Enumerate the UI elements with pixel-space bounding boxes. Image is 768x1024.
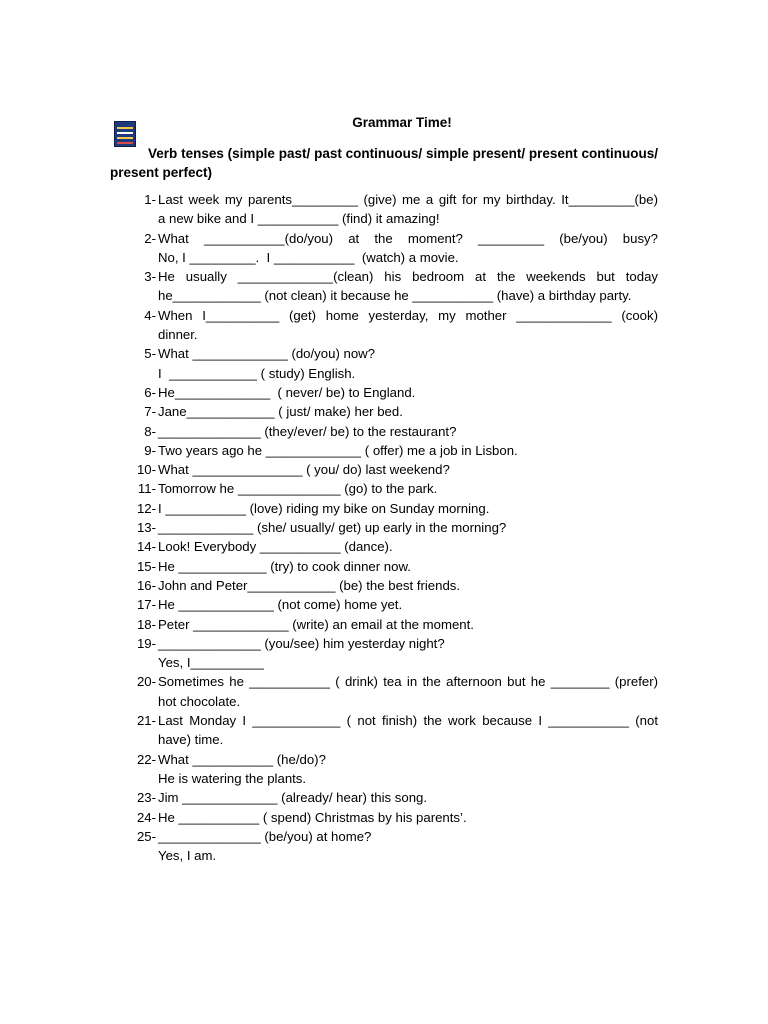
exercise-line: ______________ (you/see) him yesterday night? <box>158 635 445 651</box>
exercise-text <box>158 229 658 268</box>
exercise-line: He ____________ (try) to cook dinner now. <box>158 558 411 574</box>
exercise-item <box>110 827 658 866</box>
exercise-line: I ____________ ( study) English. <box>158 365 356 381</box>
exercise-item <box>110 634 658 673</box>
exercise-item <box>110 402 658 421</box>
exercise-line: Two years ago he _____________ ( offer) me a job in Lisbon. <box>158 442 518 458</box>
exercise-number: 11- <box>137 481 156 497</box>
exercise-line: ______________ (be/you) at home? <box>158 828 372 844</box>
exercise-text <box>158 808 658 827</box>
exercise-item <box>110 344 658 383</box>
exercise-text <box>158 634 658 673</box>
exercise-line: Yes, I__________ <box>158 655 264 671</box>
exercise-text <box>158 788 658 807</box>
exercise-number: 8- <box>144 423 156 439</box>
exercise-item <box>110 808 658 827</box>
exercise-line: he____________ (not clean) it because he ___________ (have) a birthday party. <box>158 288 632 304</box>
exercise-text <box>158 422 658 441</box>
exercise-number: 5- <box>144 346 156 362</box>
exercise-text <box>158 711 658 750</box>
exercise-item <box>110 460 658 479</box>
exercise-item <box>110 383 658 402</box>
exercise-text <box>158 479 658 498</box>
exercise-number: 4- <box>144 307 156 323</box>
exercise-line: have) time. <box>158 732 224 748</box>
exercise-text <box>158 595 658 614</box>
exercise-number: 19- <box>136 635 156 651</box>
exercise-line: _____________ (she/ usually/ get) up early in the morning? <box>158 520 507 536</box>
exercise-line: Sometimes he ___________ ( drink) tea in the afternoon but he ________ (prefer) <box>158 674 658 690</box>
exercise-text <box>158 190 658 229</box>
exercise-text <box>158 615 658 634</box>
exercise-number: 22- <box>136 751 156 767</box>
exercise-text <box>158 499 658 518</box>
exercise-item <box>110 595 658 614</box>
exercise-item <box>110 518 658 537</box>
exercise-line: dinner. <box>158 327 198 343</box>
exercise-item <box>110 557 658 576</box>
exercise-text <box>158 750 658 789</box>
exercise-item <box>110 537 658 556</box>
exercise-line: I ___________ (love) riding my bike on Sunday morning. <box>158 500 490 516</box>
exercise-number: 18- <box>136 616 156 632</box>
exercise-line: He _____________ (not come) home yet. <box>158 597 403 613</box>
exercise-line: Jim _____________ (already/ hear) this song. <box>158 790 428 806</box>
exercise-text <box>158 460 658 479</box>
exercise-number: 6- <box>144 384 156 400</box>
exercise-line: What ___________(do/you) at the moment? _________ (be/you) busy? <box>158 230 658 246</box>
exercise-line: Last Monday I ____________ ( not finish) the work because I ___________ (not <box>158 713 658 729</box>
exercise-line: When I__________ (get) home yesterday, my mother _____________ (cook) <box>158 307 658 323</box>
exercise-text <box>158 344 658 383</box>
exercise-number: 14- <box>136 539 156 555</box>
exercise-number: 2- <box>144 230 156 246</box>
exercise-line: Jane____________ ( just/ make) her bed. <box>158 404 403 420</box>
exercise-number: 10- <box>136 462 156 478</box>
exercise-number: 15- <box>136 558 156 574</box>
exercise-number: 23- <box>136 790 156 806</box>
exercise-line: hot chocolate. <box>158 693 241 709</box>
exercise-item <box>110 229 658 268</box>
exercise-number: 20- <box>136 674 156 690</box>
exercise-number: 12- <box>136 500 156 516</box>
exercise-line: Look! Everybody ___________ (dance). <box>158 539 393 555</box>
exercise-item <box>110 479 658 498</box>
exercise-item <box>110 190 658 229</box>
exercise-line: He_____________ ( never/ be) to England. <box>158 384 416 400</box>
exercise-text <box>158 441 658 460</box>
exercise-text <box>158 402 658 421</box>
instructions-text: Verb tenses (simple past/ past continuous/ simple present/ present continuous/ present perfect) <box>110 146 658 180</box>
exercise-number: 17- <box>136 597 156 613</box>
exercise-text <box>158 267 658 306</box>
exercise-text <box>158 827 658 866</box>
exercise-line: He ___________ ( spend) Christmas by his parents’. <box>158 809 467 825</box>
exercise-item <box>110 499 658 518</box>
exercise-number: 9- <box>144 442 156 458</box>
exercise-number: 7- <box>144 404 156 420</box>
exercise-number: 25- <box>136 828 156 844</box>
exercise-item <box>110 267 658 306</box>
exercise-text <box>158 557 658 576</box>
exercise-line: What ___________ (he/do)? <box>158 751 326 767</box>
exercise-line: What _______________ ( you/ do) last weekend? <box>158 462 450 478</box>
exercise-item <box>110 576 658 595</box>
exercise-item <box>110 615 658 634</box>
exercise-number: 21- <box>136 713 156 729</box>
exercise-text <box>158 383 658 402</box>
exercise-line: John and Peter____________ (be) the best friends. <box>158 577 461 593</box>
exercise-line: Tomorrow he ______________ (go) to the park. <box>158 481 438 497</box>
exercise-text <box>158 576 658 595</box>
exercise-list <box>110 190 658 865</box>
exercise-number: 13- <box>136 520 156 536</box>
exercise-item <box>110 306 658 345</box>
exercise-number: 1- <box>144 192 156 207</box>
exercise-number: 3- <box>144 269 156 285</box>
exercise-line: No, I _________. I ___________ (watch) a movie. <box>158 249 459 265</box>
exercise-item <box>110 422 658 441</box>
exercise-line: What _____________ (do/you) now? <box>158 346 376 362</box>
exercise-line: He usually _____________(clean) his bedroom at the weekends but today <box>158 269 658 285</box>
exercise-text <box>158 306 658 345</box>
page-title: Grammar Time! <box>352 115 452 130</box>
exercise-item <box>110 788 658 807</box>
exercise-item <box>110 441 658 460</box>
exercise-line: Yes, I am. <box>158 848 217 864</box>
exercise-line: Peter _____________ (write) an email at the moment. <box>158 616 474 632</box>
exercise-line: He is watering the plants. <box>158 770 307 786</box>
instructions <box>110 144 658 182</box>
exercise-number: 24- <box>136 809 156 825</box>
exercise-text <box>158 518 658 537</box>
exercise-text <box>158 672 658 711</box>
exercise-line: a new bike and I ___________ (find) it amazing! <box>158 211 440 227</box>
exercise-number: 16- <box>136 577 156 593</box>
exercise-text <box>158 537 658 556</box>
exercise-line: ______________ (they/ever/ be) to the restaurant? <box>158 423 457 439</box>
exercise-line: Last week my parents_________ (give) me a gift for my birthday. It_________(be) <box>158 192 658 207</box>
exercise-item <box>110 711 658 750</box>
exercise-item <box>110 672 658 711</box>
exercise-item <box>110 750 658 789</box>
